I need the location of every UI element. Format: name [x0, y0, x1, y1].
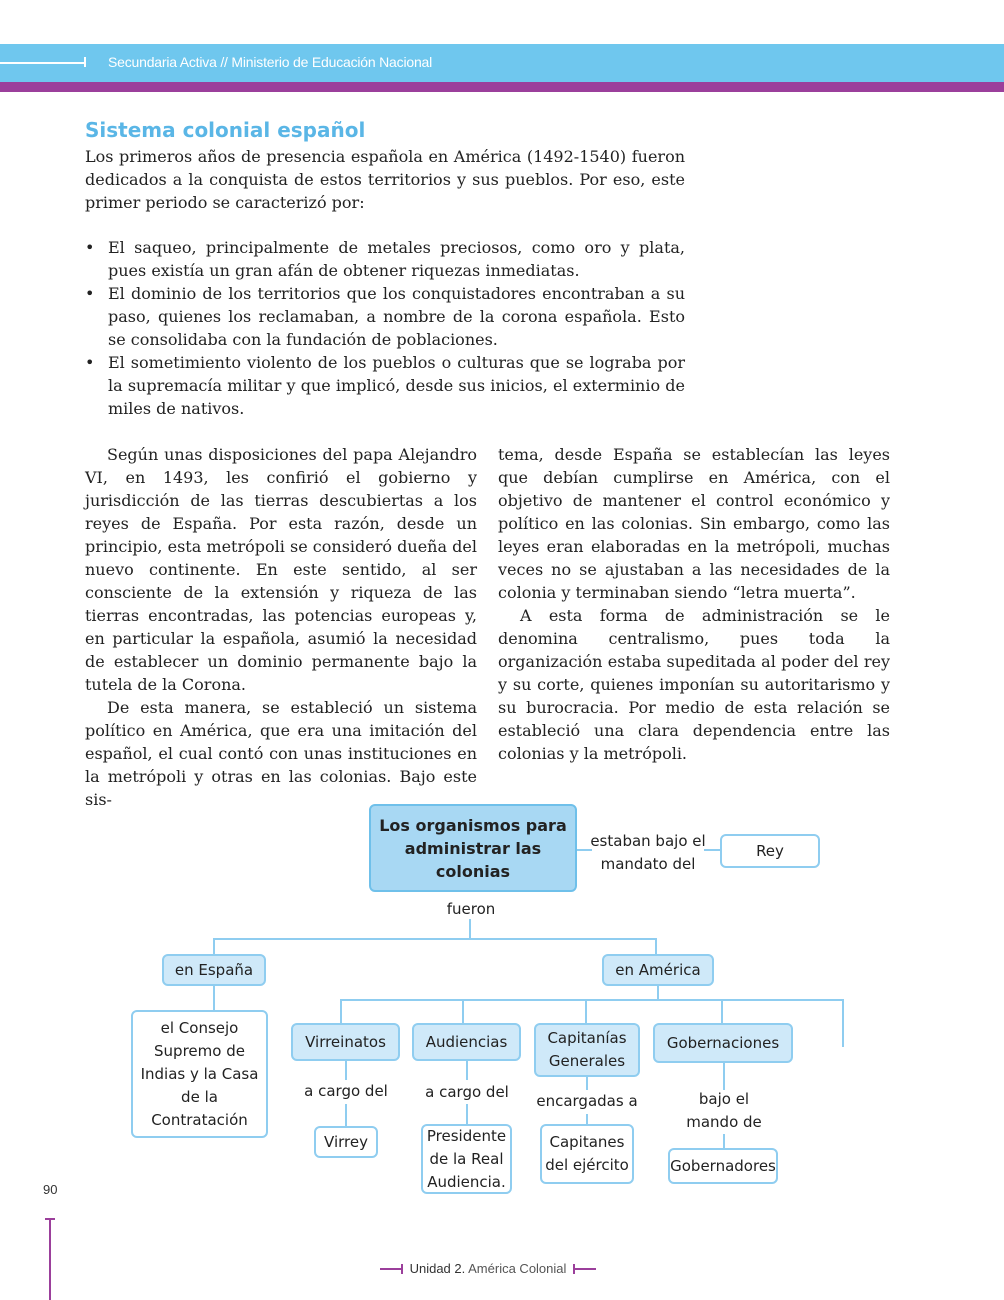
list-item: • El saqueo, principalmente de metales preciosos, como oro y plata, pues existía un gran afán de obtener riquezas inmediatas. [85, 238, 685, 280]
presidente-node: Presidente de la Real Audiencia. [421, 1124, 512, 1194]
gobernaciones-node: Gobernaciones [653, 1023, 793, 1063]
rey-node: Rey [720, 834, 820, 868]
rey-link-label: estaban bajo el mandato del [590, 832, 706, 873]
capitanias-link-label: encargadas a [536, 1092, 638, 1110]
footer-vertical-line [49, 1218, 51, 1300]
gobernaciones-link-label: bajo el mando de [686, 1090, 762, 1131]
connector-line [469, 919, 471, 939]
connector-line [585, 999, 587, 1025]
espana-node: en España [162, 954, 266, 986]
root-node: Los organismos para administrar las colonias [369, 804, 577, 892]
virreinatos-node: Virreinatos [291, 1023, 400, 1061]
connector-line [723, 1134, 725, 1148]
connector-line [842, 999, 844, 1047]
list-item: • El dominio de los territorios que los conquistadores encontraban a su paso, quienes los reclamaban, a nombre de la corona española. Esto se consolidaba con la fundación de poblaciones. [85, 284, 685, 349]
footer-topic: América Colonial [468, 1261, 567, 1276]
list-item: • El sometimiento violento de los pueblos o culturas que se lograba por la supremacía militar y que implicó, desde sus inicios, el exterminio de miles de nativos. [85, 353, 685, 418]
fueron-label: fueron [446, 900, 496, 918]
bullet-icon: • [85, 284, 95, 303]
gobernadores-node: Gobernadores [668, 1148, 778, 1184]
body-paragraph: Según unas disposiciones del papa Alejandro VI, en 1493, les confirió el gobierno y jurisdicción de las tierras descubiertas a los reyes de España. Por esta razón, desde un principio, esta metrópoli se consideró dueña del nuevo continente. En este sentido, al ser consciente de la extensión y riqueza de las tierras encontradas, las potencias europeas y, en particular la española, asumió la necesidad de establecer un dominio permanente bajo la tutela de la Corona. [85, 445, 477, 694]
page-number: 90 [43, 1182, 58, 1197]
consejo-node: el Consejo Supremo de Indias y la Casa de la Contratación [131, 1010, 268, 1138]
footer-line [574, 1268, 596, 1270]
bullet-icon: • [85, 238, 95, 257]
virreinatos-link-label: a cargo del [304, 1082, 388, 1100]
footer-line [380, 1268, 402, 1270]
audiencias-node: Audiencias [412, 1023, 521, 1061]
body-paragraph: De esta manera, se estableció un sistema político en América, que era una imitación del español, el cual contó con unas instituciones en la metrópoli y otras en las colonias. Bajo este sis- [85, 698, 477, 809]
connector-line [345, 1104, 347, 1128]
connector-line [340, 999, 844, 1001]
footer-tick [401, 1264, 403, 1274]
connector-line [657, 984, 659, 1000]
virrey-node: Virrey [314, 1126, 378, 1158]
connector-line [345, 1060, 347, 1080]
section-title: Sistema colonial español [85, 118, 366, 142]
connector-line [723, 1062, 725, 1090]
connector-line [466, 1104, 468, 1126]
body-paragraph: A esta forma de administración se le denomina centralismo, pues toda la organización estaba supeditada al poder del rey y su corte, quienes imponían su autoritarismo y su burocracia. Por medio de esta relación se estableció una clara dependencia entre las colonias y la metrópoli. [498, 606, 890, 763]
america-node: en América [602, 954, 714, 986]
connector-line [466, 1060, 468, 1080]
audiencias-link-label: a cargo del [425, 1083, 509, 1101]
connector-line [213, 984, 215, 1012]
connector-line [721, 999, 723, 1025]
connector-line [340, 999, 342, 1025]
intro-paragraph: Los primeros años de presencia española en América (1492-1540) fueron dedicados a la conquista de estos territorios y sus pueblos. Por eso, este primer periodo se caracterizó por: [85, 147, 685, 212]
bullet-icon: • [85, 353, 95, 372]
capitanias-node: Capitanías Generales [534, 1023, 640, 1077]
connector-line [462, 999, 464, 1025]
footer [380, 1261, 596, 1277]
capitanes-node: Capitanes del ejército [540, 1124, 634, 1184]
connector-line [586, 1076, 588, 1090]
connector-line [213, 938, 657, 940]
body-paragraph: tema, desde España se establecían las leyes que debían cumplirse en América, con el objetivo de mantener el control económico y político en las colonias. Sin embargo, como las leyes eran elaboradas en la metrópoli, muchas veces no se ajustaban a las necesidades de la colonia y terminaban siendo “letra muerta”. [498, 445, 890, 602]
header-title: Secundaria Activa // Ministerio de Educación Nacional [108, 54, 433, 70]
footer-unit: Unidad 2. [409, 1261, 466, 1276]
